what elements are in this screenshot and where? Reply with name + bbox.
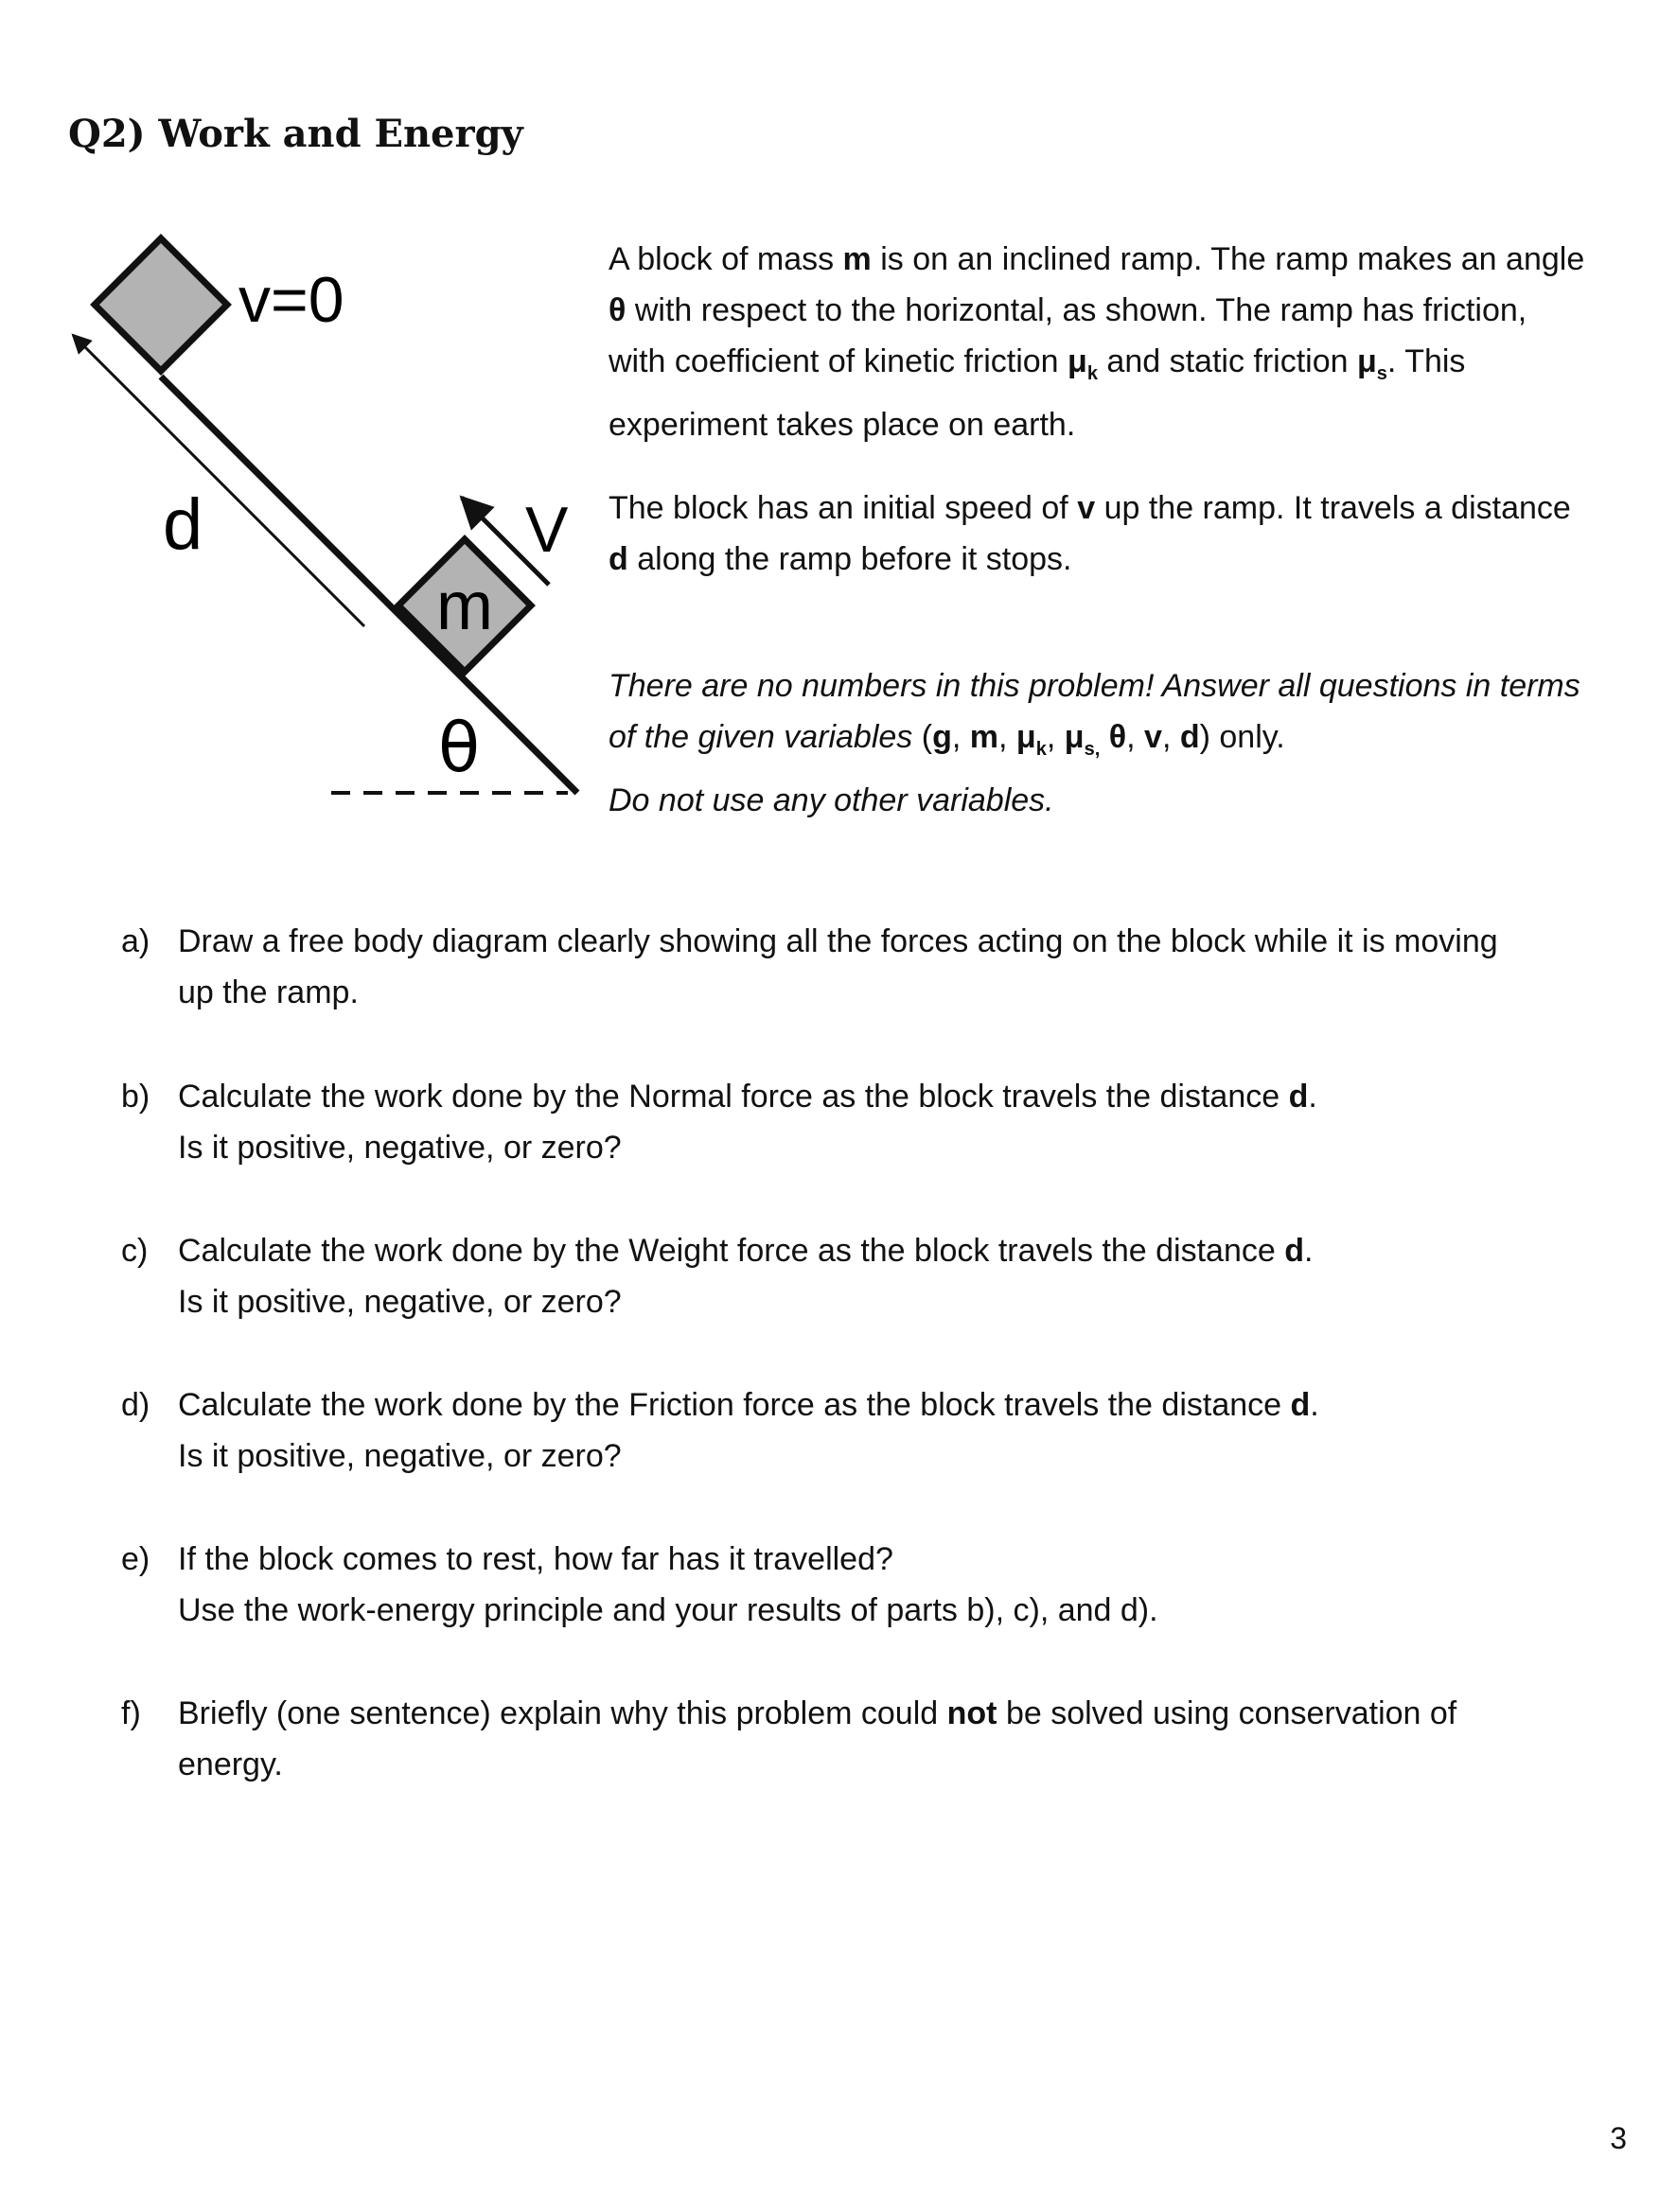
distance-arrow [73, 335, 364, 626]
page-number: 3 [1610, 2121, 1627, 2155]
incline-diagram [38, 218, 606, 823]
question-d: d) Calculate the work done by the Friction force as the block travels the distance d. Is it positive, negative, or zero? [121, 1379, 1597, 1482]
question-label: e) [121, 1541, 150, 1577]
question-title: Q2) Work and Energy [68, 112, 523, 156]
top-block [95, 238, 227, 371]
question-label: f) [121, 1695, 141, 1731]
question-label: c) [121, 1233, 149, 1269]
ramp-surface [161, 377, 577, 793]
problem-intro [609, 234, 1593, 826]
label-v: V [525, 494, 569, 566]
question-label: b) [121, 1079, 150, 1115]
question-b: b) Calculate the work done by the Normal force as the block travels the distance d. Is it positive, negative, or zero? [121, 1071, 1597, 1173]
intro-paragraph-2: The block has an initial speed of v up the ramp. It travels a distance d along the ramp before it stops. [609, 489, 1571, 577]
intro-paragraph-1: A block of mass m is on an inclined ramp. The ramp makes an angle θ with respect to the horizontal, as shown. The ramp has friction, with coefficient of kinetic friction $\mu_k$ and static friction $\mu_s$. This experiment takes place on earth. [609, 241, 1585, 443]
label-d: d [163, 484, 203, 565]
question-label: d) [121, 1387, 150, 1423]
question-f: f) Briefly (one sentence) explain why this problem could not be solved using conservation of energy. [121, 1688, 1597, 1790]
label-v0: v=0 [238, 264, 344, 336]
label-theta: θ [438, 708, 481, 787]
intro-paragraph-3: There are no numbers in this problem! Answer all questions in terms of the given variables (g, m, $\mu_k$, $\mu_{s,}$ θ, v, d) only. Do not use any other variables. [609, 667, 1580, 818]
label-m: m [436, 569, 493, 644]
question-a: a) Draw a free body diagram clearly showing all the forces acting on the block while it is moving up the ramp. [121, 916, 1597, 1018]
question-label: a) [121, 923, 150, 959]
question-c: c) Calculate the work done by the Weight force as the block travels the distance d. Is it positive, negative, or zero? [121, 1225, 1597, 1327]
question-e: e) If the block comes to rest, how far has it travelled? Use the work-energy principle and your results of parts b), c), and d). [121, 1534, 1597, 1636]
